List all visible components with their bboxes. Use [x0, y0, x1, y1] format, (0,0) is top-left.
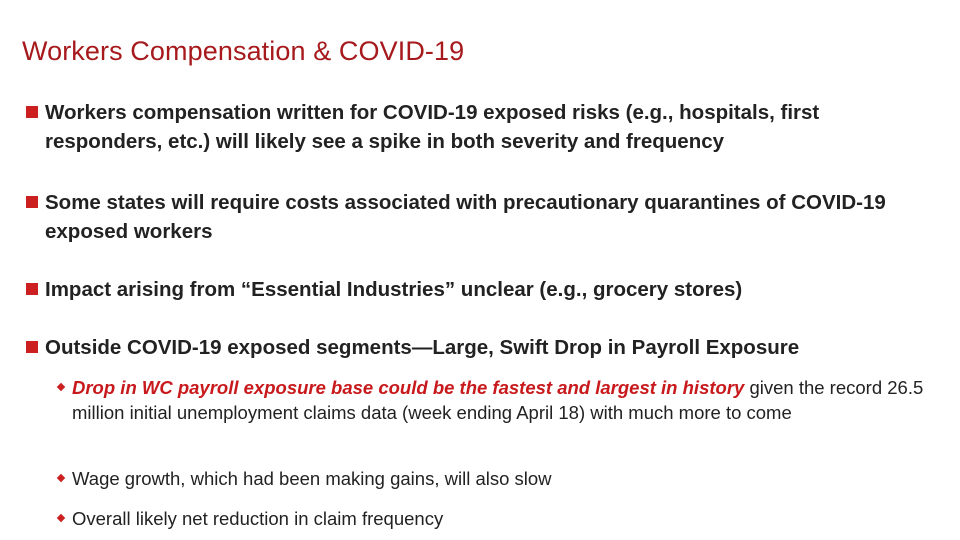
sub-bullet-text: Overall likely net reduction in claim frequency [72, 508, 444, 529]
highlighted-phrase: Drop in WC payroll exposure base could be the fastest and largest in history [72, 377, 745, 398]
sub-bullet-continuation: given the record 26.5 million initial unemployment claims data (week ending April 18) with much more to come [72, 377, 924, 423]
bullet-text: Workers compensation written for COVID-19 exposed risks (e.g., hospitals, first responders, etc.) will likely see a spike in both severity and frequency [45, 101, 820, 153]
bullet-text: Impact arising from “Essential Industries” unclear (e.g., grocery stores) [45, 278, 743, 301]
square-bullet-icon [26, 106, 38, 118]
sub-bullet-text [72, 375, 938, 425]
square-bullet-icon [26, 283, 38, 295]
bullet-text: Outside COVID-19 exposed segments—Large, Swift Drop in Payroll Exposure [45, 336, 800, 359]
slide-title: Workers Compensation & COVID-19 [22, 36, 465, 66]
bullet-item [26, 275, 926, 304]
bullet-item [26, 98, 926, 156]
bullet-item [26, 333, 926, 362]
square-bullet-icon [26, 196, 38, 208]
sub-bullet-item [58, 506, 938, 531]
sub-bullet-item [58, 466, 938, 491]
diamond-bullet-icon [57, 383, 65, 391]
sub-bullet-item [58, 375, 938, 425]
diamond-bullet-icon [57, 474, 65, 482]
bullet-text: Some states will require costs associated with precautionary quarantines of COVID-19 exposed workers [45, 191, 886, 243]
diamond-bullet-icon [57, 514, 65, 522]
square-bullet-icon [26, 341, 38, 353]
sub-bullet-text: Wage growth, which had been making gains, will also slow [72, 468, 552, 489]
bullet-item [26, 188, 926, 246]
